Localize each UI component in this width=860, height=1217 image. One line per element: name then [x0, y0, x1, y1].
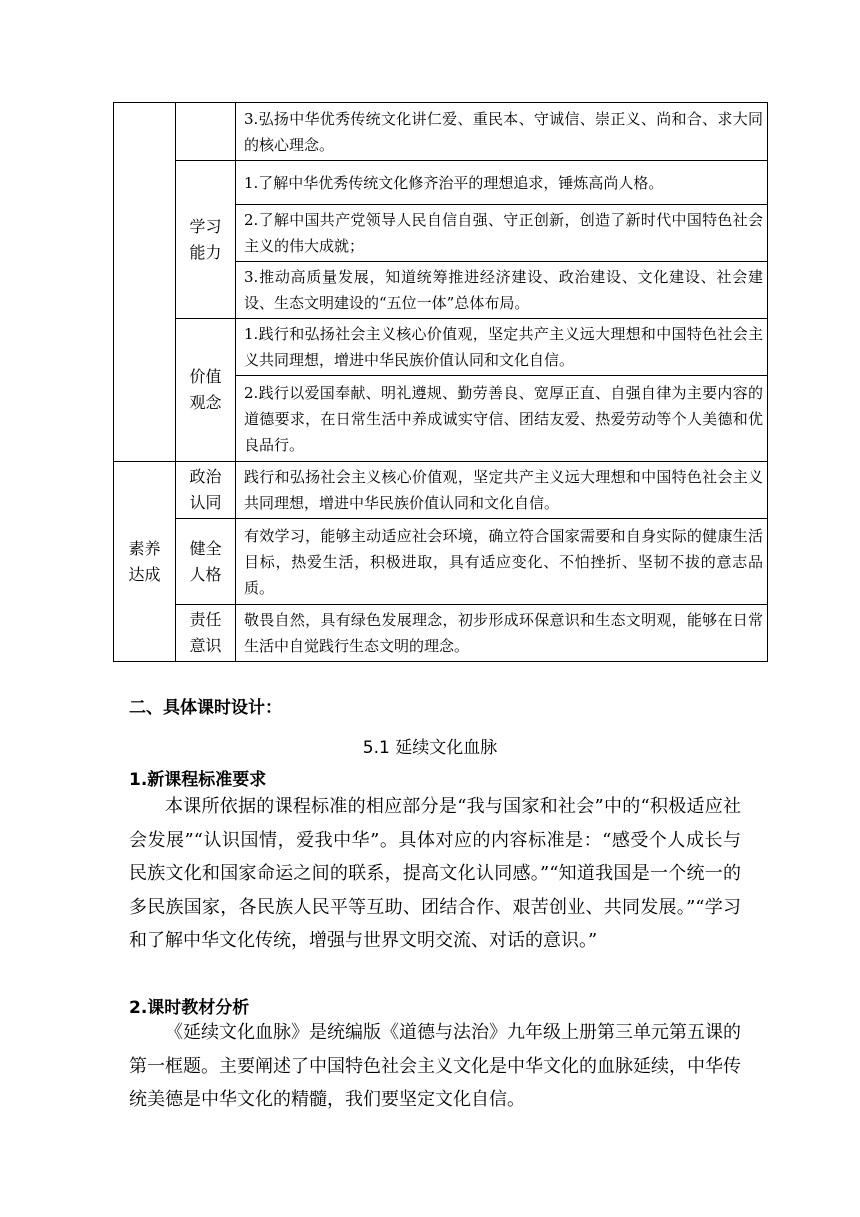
objectives-table: [113, 102, 768, 662]
objective-text: 敬畏自然，具有绿色发展理念，初步形成环保意识和生态文明观，能够在日常生活中自觉践行生态文明的理念。: [236, 605, 768, 662]
table-row: [114, 519, 768, 605]
objective-text: 3.弘扬中华优秀传统文化讲仁爱、重民本、守诚信、崇正义、尚和合、求大同的核心理念。: [236, 103, 768, 161]
table-row: [114, 319, 768, 376]
objective-text: 2.了解中国共产党领导人民自信自强、守正创新，创造了新时代中国特色社会主义的伟大成就；: [236, 205, 768, 262]
objective-text: 践行和弘扬社会主义核心价值观，坚定共产主义远大理想和中国特色社会主义共同理想，增进中华民族价值认同和文化自信。: [236, 462, 768, 519]
table-row: [114, 605, 768, 662]
political-identity-label: 政治 认同: [176, 462, 236, 519]
values-label: 价值 观念: [176, 319, 236, 462]
literacy-label: 素养 达成: [114, 462, 176, 662]
lesson-title: 5.1 延续文化血脉: [362, 738, 498, 758]
subcategory-cell-empty: [176, 103, 236, 161]
part2-paragraph: 《延续文化血脉》是统编版《道德与法治》九年级上册第三单元第五课的第一框题。主要阐述了中国特色社会主义文化是中华文化的血脉延续，中华传统美德是中华文化的精髓，我们要坚定文化自信。: [129, 1022, 741, 1110]
objective-text: 有效学习，能够主动适应社会环境，确立符合国家需要和自身实际的健康生活目标，热爱生活，积极进取，具有适应变化、不怕挫折、坚韧不拔的意志品质。: [236, 519, 768, 605]
table-row: [114, 161, 768, 205]
section-heading: 二、具体课时设计：: [129, 698, 282, 718]
category-cell-empty: [114, 103, 176, 462]
table-row: [114, 103, 768, 161]
part1-heading: 1.新课程标准要求: [129, 770, 267, 790]
sound-personality-label: 健全 人格: [176, 519, 236, 605]
objective-text: 3.推动高质量发展，知道统筹推进经济建设、政治建设、文化建设、社会建设、生态文明建设的“五位一体”总体布局。: [236, 262, 768, 319]
objective-text: 1.践行和弘扬社会主义核心价值观，坚定共产主义远大理想和中国特色社会主义共同理想，增进中华民族价值认同和文化自信。: [236, 319, 768, 376]
objective-text: 1.了解中华优秀传统文化修齐治平的理想追求，锤炼高尚人格。: [236, 161, 768, 205]
learning-ability-label: 学习 能力: [176, 161, 236, 319]
objective-text: 2.践行以爱国奉献、明礼遵规、勤劳善良、宽厚正直、自强自律为主要内容的道德要求，在日常生活中养成诚实守信、团结友爱、热爱劳动等个人美德和优良品行。: [236, 376, 768, 462]
part2-heading: 2.课时教材分析: [129, 998, 250, 1018]
responsibility-label: 责任 意识: [176, 605, 236, 662]
part1-paragraph: 本课所依据的课程标准的相应部分是“我与国家和社会”中的“积极适应社会发展”“认识国情，爱我中华”。具体对应的内容标准是：“感受个人成长与民族文化和国家命运之间的联系，提高文化认同感。”“知道我国是一个统一的多民族国家，各民族人民平等互助、团结合作、艰苦创业、共同发展。”“学习和了解中华文化传统，增强与世界文明交流、对话的意识。”: [129, 796, 741, 951]
table-row: [114, 462, 768, 519]
